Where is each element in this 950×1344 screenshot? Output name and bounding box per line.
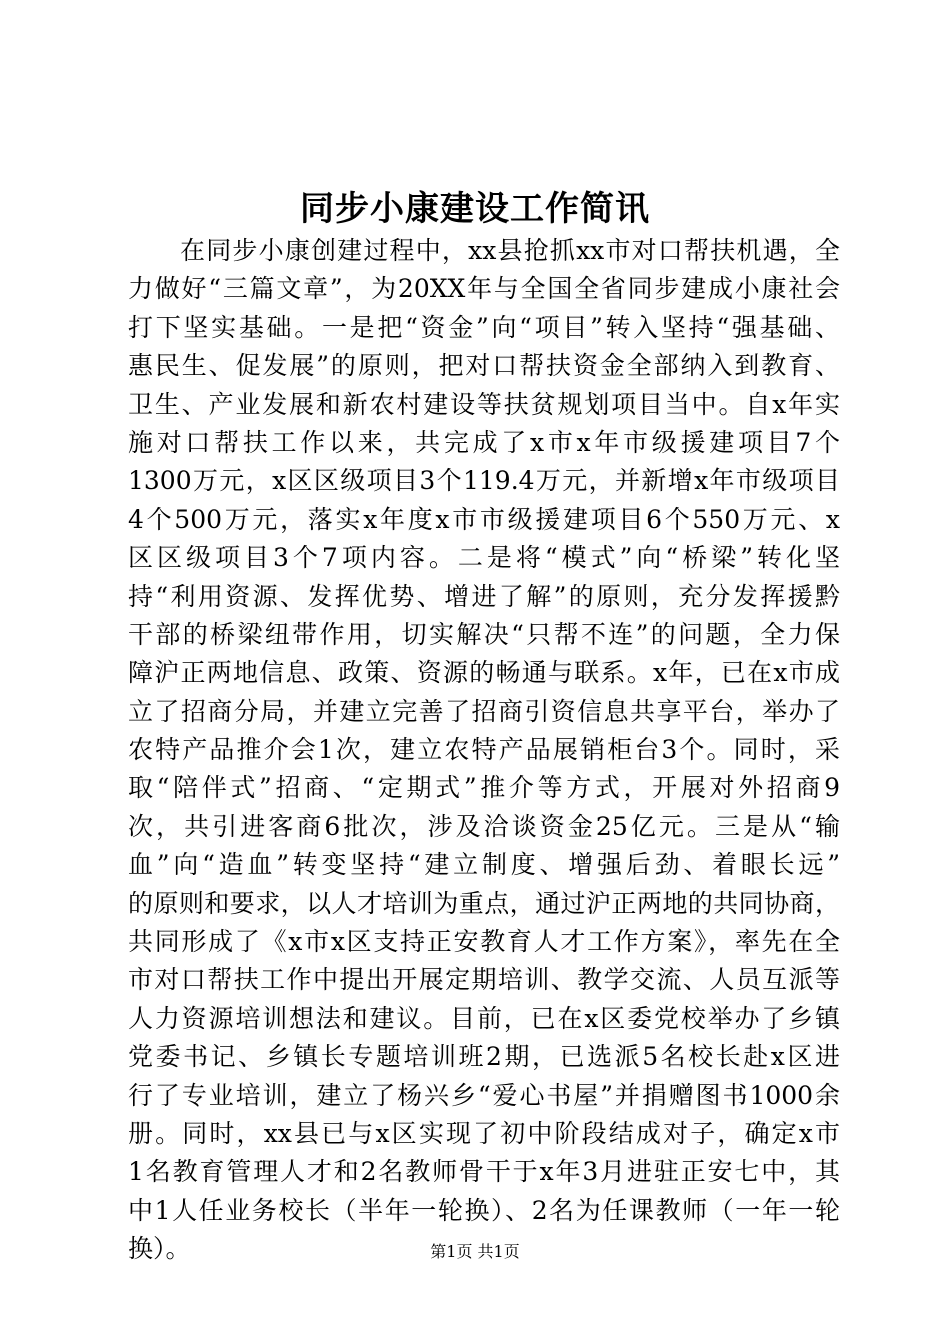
body-line: 力做好“三篇文章”，为20XX年与全国全省同步建成小康社会 <box>128 274 840 304</box>
body-line: 1300万元，x区区级项目3个119.4万元，并新增x年市级项目 <box>128 466 840 496</box>
body-line: 取“陪伴式”招商、“定期式”推介等方式，开展对外招商9 <box>128 773 840 803</box>
body-line: 在同步小康创建过程中，xx县抢抓xx市对口帮扶机遇，全 <box>180 236 840 265</box>
body-line: 市对口帮扶工作中提出开展定期培训、教学交流、人员互派等 <box>128 965 840 995</box>
body-line: 施对口帮扶工作以来，共完成了x市x年市级援建项目7个 <box>128 427 840 457</box>
body-line: 持“利用资源、发挥优势、增进了解”的原则，充分发挥援黔 <box>128 581 840 611</box>
body-line: 农特产品推介会1次，建立农特产品展销柜台3个。同时，采 <box>128 735 840 765</box>
body-line: 立了招商分局，并建立完善了招商引资信息共享平台，举办了 <box>128 696 840 726</box>
document-body <box>128 232 840 1269</box>
body-line: 人力资源培训想法和建议。目前，已在x区委党校举办了乡镇 <box>128 1003 840 1033</box>
body-line: 中1人任业务校长（半年一轮换）、2名为任课教师（一年一轮 <box>128 1195 840 1225</box>
body-line: 1名教育管理人才和2名教师骨干于x年3月进驻正安七中，其 <box>128 1157 840 1187</box>
body-line: 打下坚实基础。一是把“资金”向“项目”转入坚持“强基础、 <box>128 312 840 342</box>
body-line: 血”向“造血”转变坚持“建立制度、增强后劲、着眼长远” <box>128 850 840 880</box>
body-line-last: 换）。 <box>128 1234 191 1264</box>
body-line: 障沪正两地信息、政策、资源的畅通与联系。x年，已在x市成 <box>128 658 840 688</box>
body-line: 区区级项目3个7项内容。二是将“模式”向“桥梁”转化坚 <box>128 543 840 573</box>
body-line: 惠民生、促发展”的原则，把对口帮扶资金全部纳入到教育、 <box>128 351 840 381</box>
body-line: 共同形成了《x市x区支持正安教育人才工作方案》，率先在全 <box>128 927 840 957</box>
document-title: 同步小康建设工作简讯 <box>300 189 650 229</box>
page-footer: 第1页 共1页 <box>430 1242 520 1261</box>
body-line: 卫生、产业发展和新农村建设等扶贫规划项目当中。自x年实 <box>128 389 840 419</box>
body-line: 4个500万元，落实x年度x市市级援建项目6个550万元、x <box>128 504 840 534</box>
body-line: 干部的桥梁纽带作用，切实解决“只帮不连”的问题，全力保 <box>128 619 840 649</box>
body-line: 次，共引进客商6批次，涉及洽谈资金25亿元。三是从“输 <box>128 811 840 841</box>
body-line: 的原则和要求，以人才培训为重点，通过沪正两地的共同协商， <box>128 888 840 918</box>
body-line: 行了专业培训，建立了杨兴乡“爱心书屋”并捐赠图书1000余 <box>128 1080 840 1110</box>
body-line: 党委书记、乡镇长专题培训班2期，已选派5名校长赴x区进 <box>128 1042 840 1072</box>
body-line: 册。同时，xx县已与x区实现了初中阶段结成对子，确定x市 <box>128 1118 840 1148</box>
